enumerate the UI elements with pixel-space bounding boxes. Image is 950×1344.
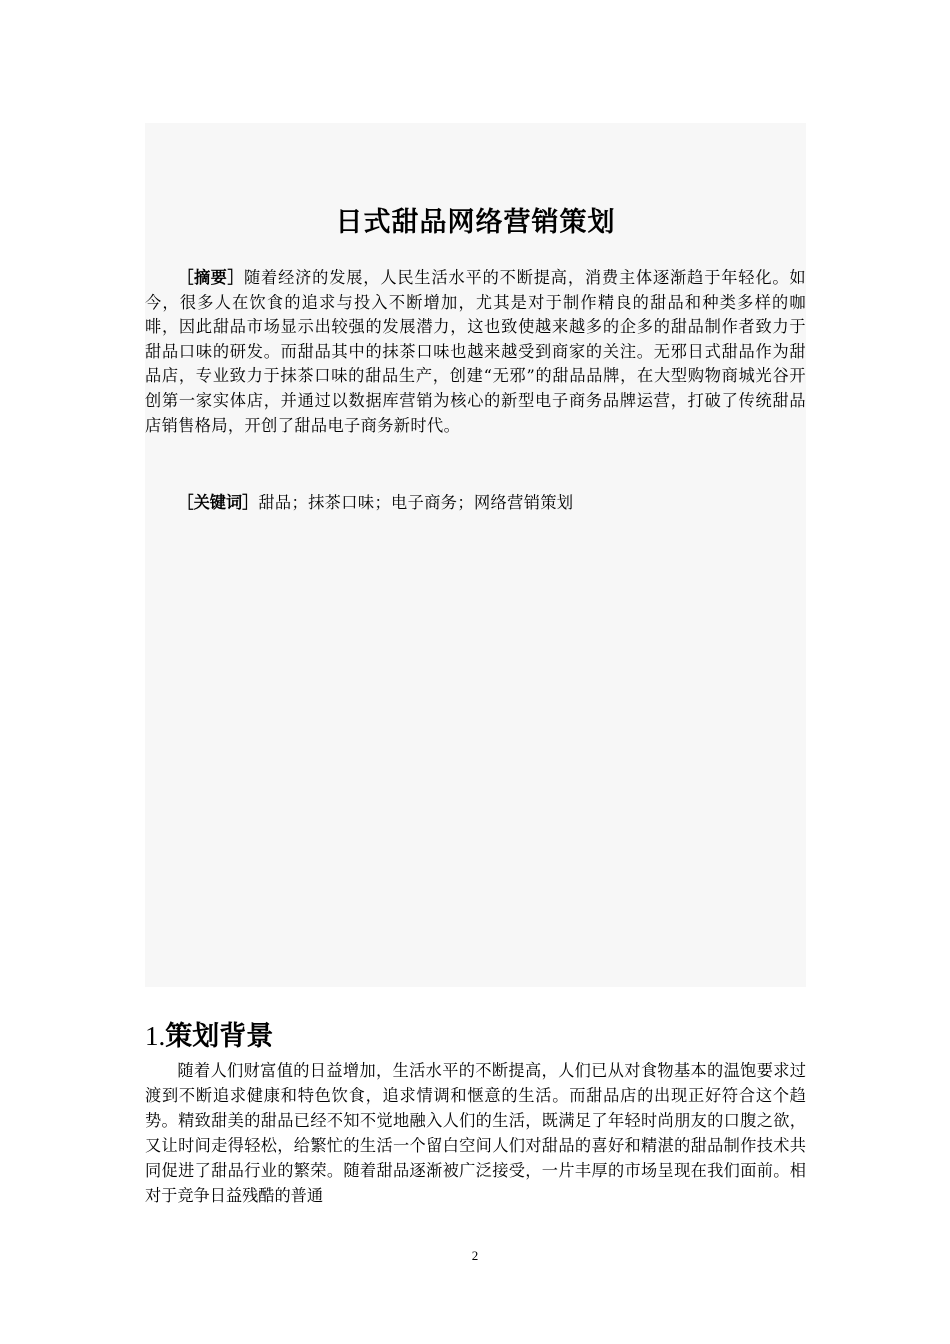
abstract-text: 随着经济的发展，人民生活水平的不断提高，消费主体逐渐趋于年轻化。如今，很多人在饮食的追求与投入不断增加，尤其是对于制作精良的甜品和种类多样的咖啡，因此甜品市场显示出较强的发展潜力，这也致使越来越多的企多的甜品制作者致力于甜品口味的研发。而甜品其中的抹茶口味也越来越受到商家的关注。无邪日式甜品作为甜品店，专业致力于抹茶口味的甜品生产，创建“无邪”的甜品品牌，在大型购物商城光谷开创第一家实体店，并通过以数据库营销为核心的新型电子商务品牌运营，打破了传统甜品店销售格局，开创了甜品电子商务新时代。 [145,268,807,435]
keywords-line [145,490,806,515]
section-heading [145,1014,273,1053]
abstract-panel [145,123,806,987]
abstract-tag: ［摘要］ [177,268,244,287]
page-number: 2 [471,1248,479,1263]
abstract-paragraph [145,266,806,438]
section-paragraph: 随着人们财富值的日益增加，生活水平的不断提高，人们已从对食物基本的温饱要求过渡到不断追求健康和特色饮食，追求情调和惬意的生活。而甜品店的出现正好符合这个趋势。精致甜美的甜品已经不知不觉地融入人们的生活，既满足了年轻时尚朋友的口腹之欲，又让时间走得轻松，给繁忙的生活一个留白空间人们对甜品的喜好和精湛的甜品制作技术共同促进了甜品行业的繁荣。随着甜品逐渐被广泛接受，一片丰厚的市场呈现在我们面前。相对于竞争日益残酷的普通 [145,1061,806,1205]
section-number: 1. [145,1021,166,1051]
document-title: 日式甜品网络营销策划 [335,207,616,238]
section-title: 策划背景 [165,1021,274,1052]
keywords-text: 甜品；抹茶口味；电子商务；网络营销策划 [258,493,574,512]
keywords-tag: ［关键词］ [177,493,259,512]
